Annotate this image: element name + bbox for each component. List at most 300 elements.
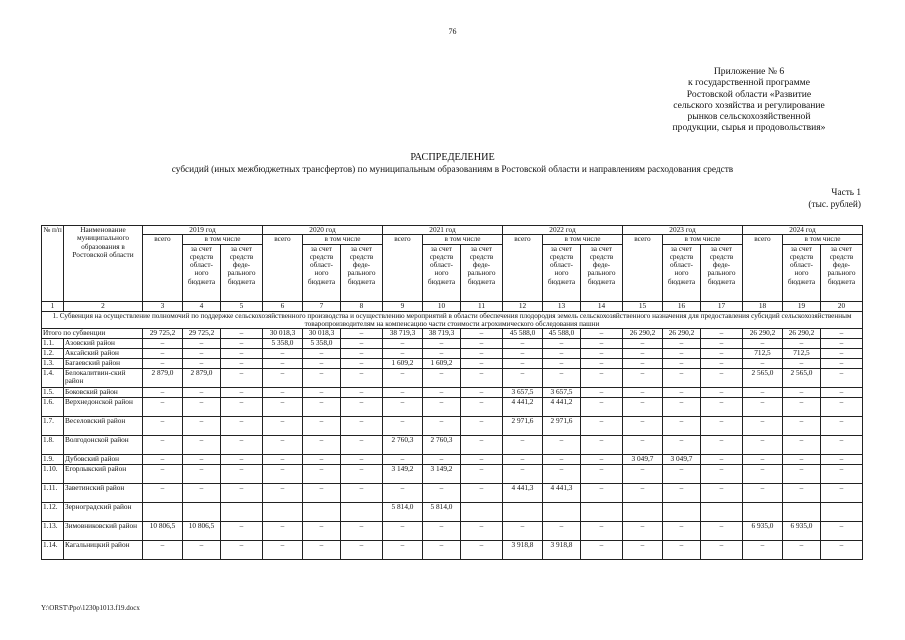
- value-cell: –: [143, 435, 183, 454]
- value-cell: [303, 502, 341, 521]
- total-cell: 26 290,2: [623, 328, 663, 338]
- value-cell: –: [221, 435, 263, 454]
- value-cell: –: [743, 540, 783, 559]
- value-cell: –: [663, 338, 701, 348]
- value-cell: –: [303, 521, 341, 540]
- col-header-regional: за счет средств област-ного бюджета: [303, 244, 341, 301]
- value-cell: –: [341, 338, 383, 348]
- total-cell: 30 018,3: [303, 328, 341, 338]
- table-row: [42, 358, 863, 368]
- value-cell: –: [663, 348, 701, 358]
- value-cell: –: [221, 464, 263, 483]
- value-cell: –: [263, 483, 303, 502]
- value-cell: –: [783, 483, 821, 502]
- value-cell: [143, 502, 183, 521]
- value-cell: –: [383, 348, 423, 358]
- value-cell: –: [423, 348, 461, 358]
- value-cell: –: [303, 358, 341, 368]
- row-number: 1.5.: [42, 387, 64, 397]
- value-cell: –: [263, 540, 303, 559]
- value-cell: –: [783, 416, 821, 435]
- value-cell: –: [461, 368, 503, 387]
- total-cell: 45 588,0: [543, 328, 581, 338]
- value-cell: 4 441,3: [503, 483, 543, 502]
- value-cell: –: [503, 521, 543, 540]
- row-number: 1.13.: [42, 521, 64, 540]
- col-header-name: Наименование муниципального образования в Ростовской области: [64, 226, 143, 302]
- units-label: (тыс. рублей): [808, 200, 861, 210]
- value-cell: –: [663, 435, 701, 454]
- value-cell: –: [581, 521, 623, 540]
- appendix-line: к государственной программе: [688, 77, 810, 89]
- col-header-total: всего: [143, 235, 183, 301]
- value-cell: –: [623, 348, 663, 358]
- value-cell: –: [701, 348, 743, 358]
- col-header-total: всего: [743, 235, 783, 301]
- value-cell: –: [263, 464, 303, 483]
- value-cell: –: [581, 387, 623, 397]
- value-cell: 4 441,2: [503, 397, 543, 416]
- value-cell: –: [623, 368, 663, 387]
- year-header: 2019 год: [143, 226, 263, 235]
- value-cell: –: [341, 464, 383, 483]
- value-cell: –: [503, 435, 543, 454]
- municipality-name: Белокалитвин-ский район: [64, 368, 143, 387]
- value-cell: [461, 502, 503, 521]
- table-row: [42, 435, 863, 454]
- value-cell: –: [263, 348, 303, 358]
- value-cell: –: [221, 368, 263, 387]
- total-cell: –: [221, 328, 263, 338]
- table-row: [42, 521, 863, 540]
- value-cell: –: [701, 454, 743, 464]
- col-header-total: всего: [623, 235, 663, 301]
- value-cell: –: [183, 338, 221, 348]
- value-cell: [263, 502, 303, 521]
- value-cell: –: [461, 540, 503, 559]
- value-cell: –: [461, 358, 503, 368]
- total-cell: –: [461, 328, 503, 338]
- total-label: Итого по субвенции: [42, 328, 143, 338]
- value-cell: [821, 502, 863, 521]
- value-cell: –: [461, 338, 503, 348]
- value-cell: –: [303, 416, 341, 435]
- year-header: 2022 год: [503, 226, 623, 235]
- value-cell: –: [581, 540, 623, 559]
- value-cell: –: [383, 483, 423, 502]
- section-title: 1. Субвенция на осуществление полномочий по поддержке сельскохозяйственного производства и осуществлению мероприятий в области обеспечения плодородия земель сельскохозяйственного назначения для предоставления субсидий сельскохозяйственным товаропроизводителям на компенсацию части стоимости агрохимического обследования пашни: [42, 311, 863, 328]
- value-cell: –: [143, 540, 183, 559]
- value-cell: –: [461, 464, 503, 483]
- value-cell: 6 935,0: [783, 521, 821, 540]
- distribution-table: [41, 225, 863, 560]
- table-row: [42, 338, 863, 348]
- row-number: 1.4.: [42, 368, 64, 387]
- value-cell: –: [303, 483, 341, 502]
- value-cell: –: [143, 416, 183, 435]
- value-cell: –: [143, 464, 183, 483]
- total-cell: 45 588,0: [503, 328, 543, 338]
- part-label: Часть 1: [831, 188, 861, 198]
- col-header-including: в том числе: [663, 235, 743, 244]
- value-cell: –: [183, 454, 221, 464]
- value-cell: –: [581, 397, 623, 416]
- value-cell: –: [383, 397, 423, 416]
- col-header-federal: за счет средств феде-рального бюджета: [461, 244, 503, 301]
- value-cell: [183, 502, 221, 521]
- value-cell: –: [821, 368, 863, 387]
- year-header: 2021 год: [383, 226, 503, 235]
- value-cell: –: [581, 483, 623, 502]
- value-cell: –: [263, 368, 303, 387]
- value-cell: [581, 502, 623, 521]
- municipality-name: Дубовский район: [64, 454, 143, 464]
- value-cell: –: [143, 358, 183, 368]
- value-cell: 2 971,6: [543, 416, 581, 435]
- total-cell: 29 725,2: [143, 328, 183, 338]
- table-row: [42, 368, 863, 387]
- value-cell: –: [221, 338, 263, 348]
- value-cell: 3 918,8: [503, 540, 543, 559]
- appendix-line: рынков сельскохозяйственной: [687, 111, 811, 123]
- value-cell: –: [663, 464, 701, 483]
- value-cell: –: [581, 348, 623, 358]
- total-cell: 26 290,2: [743, 328, 783, 338]
- value-cell: –: [423, 368, 461, 387]
- total-cell: –: [341, 328, 383, 338]
- value-cell: –: [543, 464, 581, 483]
- value-cell: –: [821, 521, 863, 540]
- table-row: [42, 348, 863, 358]
- value-cell: –: [783, 540, 821, 559]
- value-cell: –: [623, 521, 663, 540]
- value-cell: –: [221, 397, 263, 416]
- col-header-including: в том числе: [783, 235, 863, 244]
- column-number: 16: [663, 301, 701, 311]
- value-cell: –: [701, 464, 743, 483]
- col-header-regional: за счет средств област-ного бюджета: [183, 244, 221, 301]
- municipality-name: Верхнедонской район: [64, 397, 143, 416]
- total-cell: 26 290,2: [663, 328, 701, 338]
- table-row: [42, 387, 863, 397]
- value-cell: –: [303, 464, 341, 483]
- column-number: 18: [743, 301, 783, 311]
- value-cell: 2 760,3: [423, 435, 461, 454]
- value-cell: –: [623, 540, 663, 559]
- value-cell: [543, 502, 581, 521]
- total-cell: 29 725,2: [183, 328, 221, 338]
- total-cell: –: [821, 328, 863, 338]
- value-cell: –: [581, 435, 623, 454]
- col-header-federal: за счет средств феде-рального бюджета: [701, 244, 743, 301]
- file-path-footer: Y:\ORST\Ppo\1230p1013.f19.docx: [41, 604, 140, 612]
- year-header: 2020 год: [263, 226, 383, 235]
- header-row-years: [42, 226, 863, 235]
- table-row: [42, 416, 863, 435]
- value-cell: –: [143, 338, 183, 348]
- section-title-row: [42, 311, 863, 328]
- value-cell: –: [783, 464, 821, 483]
- column-number: 4: [183, 301, 221, 311]
- value-cell: –: [423, 521, 461, 540]
- col-header-total: всего: [263, 235, 303, 301]
- value-cell: –: [821, 435, 863, 454]
- value-cell: –: [701, 435, 743, 454]
- value-cell: –: [743, 416, 783, 435]
- value-cell: 6 935,0: [743, 521, 783, 540]
- document-title: РАСПРЕДЕЛЕНИЕ: [410, 152, 495, 163]
- value-cell: –: [183, 387, 221, 397]
- value-cell: –: [581, 358, 623, 368]
- total-cell: 30 018,3: [263, 328, 303, 338]
- value-cell: –: [383, 387, 423, 397]
- value-cell: –: [341, 348, 383, 358]
- value-cell: –: [701, 387, 743, 397]
- value-cell: –: [743, 435, 783, 454]
- value-cell: –: [663, 358, 701, 368]
- value-cell: –: [341, 540, 383, 559]
- value-cell: –: [183, 435, 221, 454]
- value-cell: –: [263, 521, 303, 540]
- year-header: 2024 год: [743, 226, 863, 235]
- col-header-including: в том числе: [183, 235, 263, 244]
- value-cell: –: [623, 397, 663, 416]
- municipality-name: Азовский район: [64, 338, 143, 348]
- value-cell: –: [383, 454, 423, 464]
- total-cell: 26 290,2: [783, 328, 821, 338]
- column-number: 20: [821, 301, 863, 311]
- value-cell: –: [543, 521, 581, 540]
- value-cell: –: [341, 358, 383, 368]
- row-number: 1.6.: [42, 397, 64, 416]
- value-cell: 1 609,2: [383, 358, 423, 368]
- value-cell: –: [821, 416, 863, 435]
- table-row: [42, 540, 863, 559]
- value-cell: –: [701, 397, 743, 416]
- value-cell: –: [341, 435, 383, 454]
- value-cell: –: [783, 435, 821, 454]
- value-cell: –: [821, 348, 863, 358]
- value-cell: –: [543, 358, 581, 368]
- value-cell: –: [543, 348, 581, 358]
- col-header-regional: за счет средств област-ного бюджета: [543, 244, 581, 301]
- value-cell: –: [743, 338, 783, 348]
- total-cell: 38 719,3: [423, 328, 461, 338]
- total-cell: –: [581, 328, 623, 338]
- value-cell: [663, 502, 701, 521]
- row-number: 1.14.: [42, 540, 64, 559]
- value-cell: 3 049,7: [623, 454, 663, 464]
- total-cell: –: [701, 328, 743, 338]
- value-cell: –: [663, 368, 701, 387]
- value-cell: –: [341, 387, 383, 397]
- value-cell: 3 049,7: [663, 454, 701, 464]
- value-cell: –: [821, 454, 863, 464]
- value-cell: –: [663, 387, 701, 397]
- value-cell: –: [221, 387, 263, 397]
- value-cell: [503, 502, 543, 521]
- value-cell: –: [623, 338, 663, 348]
- value-cell: –: [383, 540, 423, 559]
- col-header-num: № п/п: [42, 226, 64, 302]
- value-cell: –: [503, 464, 543, 483]
- col-header-regional: за счет средств област-ного бюджета: [663, 244, 701, 301]
- column-number: 2: [64, 301, 143, 311]
- value-cell: –: [461, 416, 503, 435]
- value-cell: –: [341, 397, 383, 416]
- col-header-regional: за счет средств област-ного бюджета: [423, 244, 461, 301]
- value-cell: –: [383, 416, 423, 435]
- value-cell: –: [423, 338, 461, 348]
- table-row: [42, 483, 863, 502]
- value-cell: –: [701, 416, 743, 435]
- value-cell: –: [461, 435, 503, 454]
- value-cell: –: [743, 454, 783, 464]
- value-cell: –: [461, 454, 503, 464]
- value-cell: –: [423, 483, 461, 502]
- value-cell: –: [221, 483, 263, 502]
- value-cell: –: [743, 358, 783, 368]
- table-row: [42, 464, 863, 483]
- value-cell: –: [183, 358, 221, 368]
- municipality-name: Заветинский район: [64, 483, 143, 502]
- municipality-name: Веселовский район: [64, 416, 143, 435]
- value-cell: –: [143, 397, 183, 416]
- value-cell: –: [423, 387, 461, 397]
- value-cell: –: [221, 358, 263, 368]
- value-cell: [341, 502, 383, 521]
- value-cell: –: [701, 540, 743, 559]
- value-cell: –: [663, 521, 701, 540]
- column-number: 11: [461, 301, 503, 311]
- value-cell: –: [263, 358, 303, 368]
- column-number: 10: [423, 301, 461, 311]
- value-cell: –: [221, 521, 263, 540]
- document-subtitle: субсидий (иных межбюджетных трансфертов) по муниципальным образованиям в Ростовской области и направлениям расходования средств: [171, 165, 734, 175]
- value-cell: –: [461, 348, 503, 358]
- value-cell: –: [461, 483, 503, 502]
- row-number: 1.12.: [42, 502, 64, 521]
- value-cell: –: [701, 338, 743, 348]
- value-cell: 3 149,2: [423, 464, 461, 483]
- appendix-note: [634, 66, 864, 134]
- value-cell: –: [701, 483, 743, 502]
- value-cell: –: [581, 416, 623, 435]
- value-cell: –: [303, 368, 341, 387]
- col-header-regional: за счет средств област-ного бюджета: [783, 244, 821, 301]
- value-cell: –: [821, 483, 863, 502]
- value-cell: 2 565,0: [783, 368, 821, 387]
- value-cell: –: [143, 348, 183, 358]
- value-cell: –: [383, 521, 423, 540]
- col-header-federal: за счет средств феде-рального бюджета: [221, 244, 263, 301]
- value-cell: –: [503, 454, 543, 464]
- value-cell: –: [581, 464, 623, 483]
- col-header-federal: за счет средств феде-рального бюджета: [341, 244, 383, 301]
- column-number: 8: [341, 301, 383, 311]
- value-cell: –: [663, 397, 701, 416]
- value-cell: 2 879,0: [143, 368, 183, 387]
- value-cell: –: [783, 358, 821, 368]
- col-header-including: в том числе: [423, 235, 503, 244]
- value-cell: –: [581, 338, 623, 348]
- column-number: 12: [503, 301, 543, 311]
- value-cell: 2 971,6: [503, 416, 543, 435]
- value-cell: 712,5: [783, 348, 821, 358]
- municipality-name: Волгодонской район: [64, 435, 143, 454]
- total-cell: 38 719,3: [383, 328, 423, 338]
- appendix-line: Ростовской области «Развитие: [686, 88, 812, 100]
- value-cell: –: [423, 416, 461, 435]
- value-cell: –: [341, 368, 383, 387]
- value-cell: –: [143, 454, 183, 464]
- value-cell: –: [503, 348, 543, 358]
- row-number: 1.2.: [42, 348, 64, 358]
- value-cell: –: [341, 454, 383, 464]
- value-cell: –: [303, 540, 341, 559]
- column-number: 7: [303, 301, 341, 311]
- value-cell: –: [623, 387, 663, 397]
- value-cell: [623, 502, 663, 521]
- value-cell: 2 760,3: [383, 435, 423, 454]
- value-cell: –: [183, 464, 221, 483]
- value-cell: 1 609,2: [423, 358, 461, 368]
- value-cell: [743, 502, 783, 521]
- value-cell: –: [303, 348, 341, 358]
- value-cell: –: [183, 540, 221, 559]
- value-cell: –: [263, 416, 303, 435]
- value-cell: –: [263, 397, 303, 416]
- value-cell: –: [423, 397, 461, 416]
- appendix-line: Приложение № 6: [713, 66, 785, 77]
- value-cell: –: [543, 454, 581, 464]
- value-cell: –: [623, 464, 663, 483]
- value-cell: –: [821, 338, 863, 348]
- value-cell: –: [143, 483, 183, 502]
- value-cell: –: [743, 464, 783, 483]
- value-cell: –: [821, 464, 863, 483]
- column-number: 1: [42, 301, 64, 311]
- value-cell: –: [461, 397, 503, 416]
- value-cell: –: [821, 397, 863, 416]
- value-cell: –: [743, 387, 783, 397]
- value-cell: –: [383, 368, 423, 387]
- column-number: 13: [543, 301, 581, 311]
- value-cell: –: [221, 348, 263, 358]
- value-cell: –: [341, 521, 383, 540]
- value-cell: –: [821, 387, 863, 397]
- value-cell: –: [783, 454, 821, 464]
- value-cell: –: [183, 348, 221, 358]
- value-cell: –: [183, 397, 221, 416]
- value-cell: –: [581, 454, 623, 464]
- value-cell: –: [623, 435, 663, 454]
- value-cell: –: [821, 540, 863, 559]
- value-cell: –: [263, 435, 303, 454]
- value-cell: –: [461, 521, 503, 540]
- appendix-line: сельского хозяйства и регулирование: [673, 99, 825, 111]
- header-row-including: [42, 235, 863, 244]
- col-header-federal: за счет средств феде-рального бюджета: [581, 244, 623, 301]
- value-cell: –: [303, 454, 341, 464]
- value-cell: 3 149,2: [383, 464, 423, 483]
- value-cell: –: [821, 358, 863, 368]
- value-cell: –: [503, 338, 543, 348]
- value-cell: 3 918,8: [543, 540, 581, 559]
- row-number: 1.7.: [42, 416, 64, 435]
- column-number: 3: [143, 301, 183, 311]
- value-cell: –: [701, 521, 743, 540]
